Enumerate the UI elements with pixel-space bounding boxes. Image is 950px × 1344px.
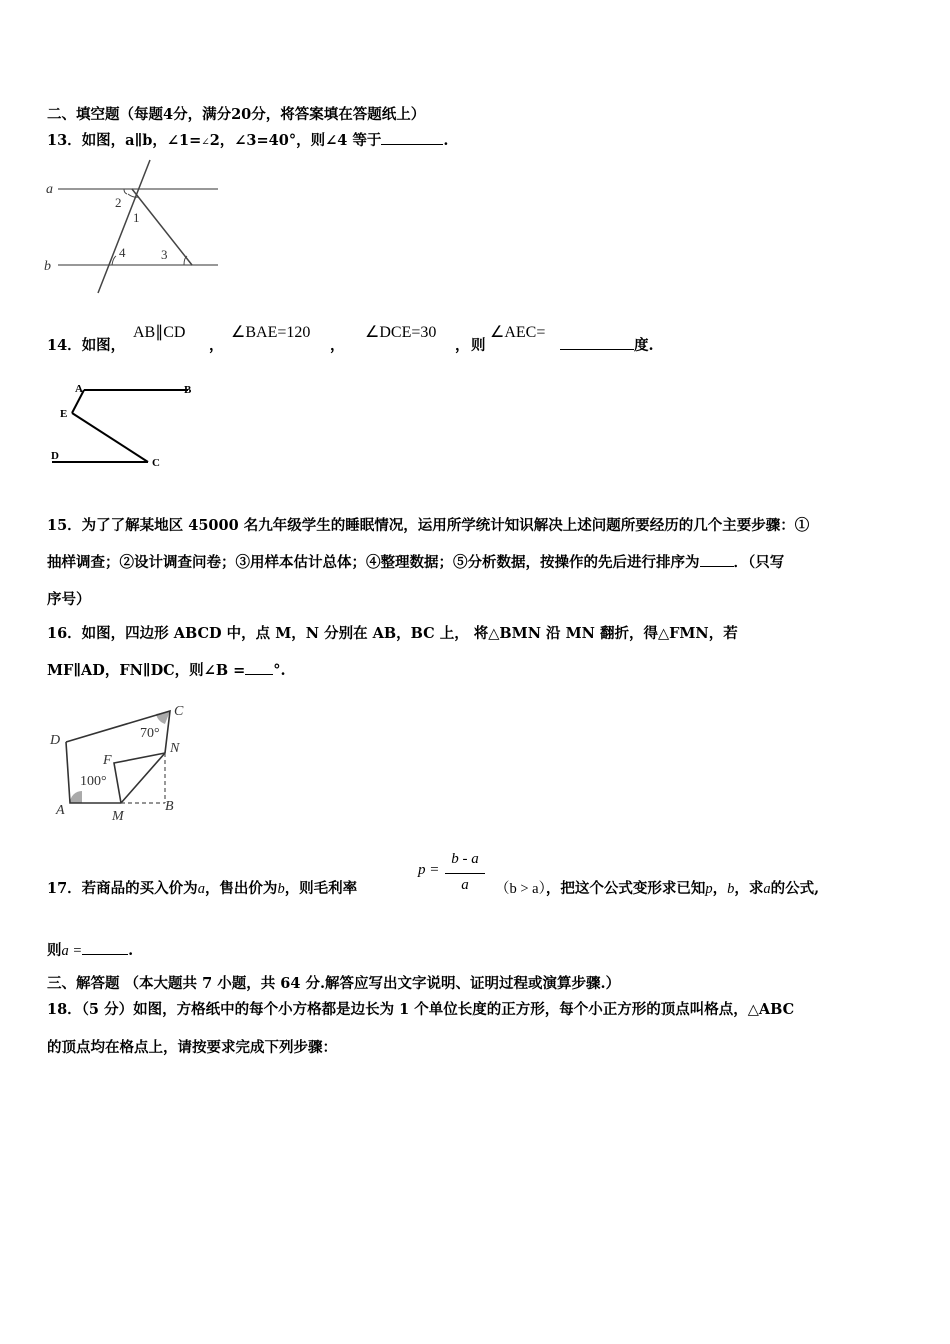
q17-text-a: 17．若商品的买入价为 bbox=[47, 880, 198, 897]
q16-line-2-b: °. bbox=[273, 662, 286, 679]
q17-var-a: a bbox=[197, 881, 205, 897]
q17-var-b: b bbox=[277, 881, 285, 897]
q17-text-e: ， bbox=[712, 880, 728, 897]
q16-label-M: M bbox=[112, 809, 124, 824]
q14-sep-3: ， bbox=[455, 337, 470, 354]
q17-text-c: ，则毛利率 bbox=[284, 880, 358, 897]
q17-fraction-bar bbox=[445, 873, 485, 874]
q17-var-b2: b bbox=[727, 881, 735, 897]
q13-angle-2: 2 bbox=[115, 195, 122, 210]
q15-line-2-end: ．（只写 bbox=[733, 554, 785, 571]
question-17 bbox=[47, 877, 357, 898]
q14-then: 则 bbox=[471, 337, 486, 354]
q13-angle-3: 3 bbox=[161, 247, 168, 262]
q14-label-B: B bbox=[184, 384, 192, 396]
q13-figure bbox=[40, 160, 230, 300]
q17-text-d: ，把这个公式变形求已知 bbox=[545, 880, 706, 897]
q16-line-2 bbox=[47, 659, 286, 680]
q16-label-C: C bbox=[174, 704, 184, 719]
question-14 bbox=[47, 334, 125, 355]
q17-line-2-var: a = bbox=[61, 943, 83, 959]
q13-angle-1: 1 bbox=[133, 210, 140, 225]
q16-line-2-a: MF∥AD，FN∥DC，则∠B = bbox=[47, 662, 246, 679]
q16-label-N: N bbox=[170, 741, 180, 756]
q14-sep-2: ， bbox=[330, 337, 345, 354]
q17-line-2-a: 则 bbox=[47, 942, 62, 959]
q14-answer-row bbox=[560, 334, 654, 355]
q14-label-C: C bbox=[152, 457, 160, 469]
q14-unit: 度. bbox=[634, 337, 654, 354]
q15-answer-blank[interactable] bbox=[700, 552, 734, 568]
q14-cond-1: AB∥CD bbox=[133, 324, 186, 341]
q14-label-E: E bbox=[60, 408, 68, 420]
q14-answer-blank[interactable] bbox=[560, 335, 634, 351]
q13-label-a: a bbox=[46, 182, 53, 197]
q15-line-2 bbox=[47, 551, 784, 572]
q17-line-2-end: . bbox=[128, 942, 134, 959]
question-13 bbox=[47, 129, 448, 150]
q13-label-b: b bbox=[44, 259, 51, 274]
section-3-heading: 三、解答题 （本大题共 7 小题，共 64 分.解答应写出文字说明、证明过程或演算步骤.） bbox=[47, 975, 621, 992]
q17-text-g: 的公式, bbox=[770, 880, 820, 897]
q13-answer-blank[interactable] bbox=[381, 130, 443, 146]
q13-text-b: 2，∠3=40°，则∠4 等于 bbox=[209, 132, 382, 149]
q14-label-A: A bbox=[75, 383, 83, 395]
q13-angle-small: ∠ bbox=[201, 137, 210, 148]
q16-answer-blank[interactable] bbox=[245, 660, 273, 676]
q17-formula-numerator: b - a bbox=[451, 851, 479, 867]
q16-label-B: B bbox=[165, 799, 174, 814]
q14-ask: ∠AEC= bbox=[490, 324, 546, 341]
q14-sep-1: ， bbox=[209, 337, 224, 354]
q17-line-2 bbox=[47, 939, 133, 960]
q16-label-F: F bbox=[103, 753, 112, 768]
q17-text-b: ，售出价为 bbox=[204, 880, 278, 897]
q15-line-1: 15．为了了解某地区 45000 名九年级学生的睡眠情况，运用所学统计知识解决上述问题所要经历的几个主要步骤：① bbox=[47, 517, 810, 534]
q17-condition: （b > a） bbox=[495, 881, 546, 897]
q17-var-p: p bbox=[705, 881, 713, 897]
q14-cond-2: ∠BAE=120 bbox=[231, 324, 311, 341]
q17-formula-lhs: p = bbox=[418, 862, 440, 878]
q13-text-a: 如图，a∥b，∠1= bbox=[81, 132, 202, 149]
q16-line-1: 16．如图，四边形 ABCD 中，点 M，N 分别在 AB，BC 上， 将△BMN 沿 MN 翻折，得△FMN，若 bbox=[47, 625, 738, 642]
section-2-heading: 二、填空题（每题4分，满分20分，将答案填在答题纸上） bbox=[47, 106, 426, 123]
q13-number: 13． bbox=[47, 132, 82, 149]
q18-line-2: 的顶点均在格点上，请按要求完成下列步骤： bbox=[47, 1039, 337, 1056]
q15-line-2-text: 抽样调查；②设计调查问卷；③用样本估计总体；④整理数据；⑤分析数据，按操作的先后进行排序为 bbox=[47, 554, 700, 571]
q16-angle-c: 70° bbox=[140, 726, 160, 741]
q16-label-A: A bbox=[56, 803, 65, 818]
q15-line-3: 序号） bbox=[47, 591, 91, 608]
q14-label-D: D bbox=[51, 450, 59, 462]
q18-line-1: 18．（5 分）如图，方格纸中的每个小方格都是边长为 1 个单位长度的正方形，每个小正方形的顶点叫格点，△ABC bbox=[47, 1001, 795, 1018]
q13-angle-4: 4 bbox=[119, 245, 126, 260]
q16-figure bbox=[46, 697, 196, 827]
q14-figure bbox=[48, 380, 198, 475]
q17-rest bbox=[495, 877, 819, 898]
q14-lead: 如图， bbox=[81, 337, 126, 354]
q14-cond-3: ∠DCE=30 bbox=[365, 324, 437, 341]
q16-label-D: D bbox=[50, 733, 61, 748]
q17-formula-denominator: a bbox=[461, 877, 469, 893]
q17-text-f: ，求 bbox=[734, 880, 764, 897]
q17-var-a2: a bbox=[763, 881, 771, 897]
q14-number: 14． bbox=[47, 337, 82, 354]
q17-answer-blank[interactable] bbox=[82, 940, 128, 956]
q16-angle-a: 100° bbox=[80, 774, 107, 789]
q13-end: . bbox=[443, 132, 449, 149]
